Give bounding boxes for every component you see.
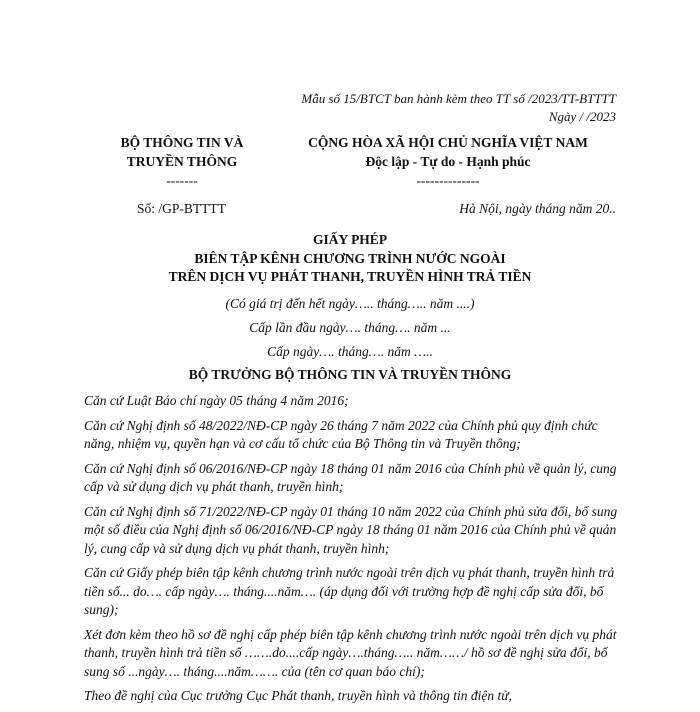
legal-basis-paragraph: Xét đơn kèm theo hồ sơ đề nghị cấp phép biên tập kênh chương trình nước ngoài trên dịch vụ phát thanh, truyền hình trả tiền số …….do....cấp ngày….tháng….. năm……/ hồ sơ đề nghị sửa đổi, bổ sung số ...ngày…. tháng....năm……. của (tên cơ quan báo chí); [84,626,617,679]
document-title [0,231,700,287]
legal-basis-paragraph: Căn cứ Nghị định số 71/2022/NĐ-CP ngày 01 tháng 10 năm 2022 của Chính phủ sửa đổi, bổ sung một số điều của Nghị định số 06/2016/NĐ-CP ngày 18 tháng 01 năm 2016 của Chính phủ về quản lý, cung cấp và sử dụng dịch vụ phát thanh, truyền hình; [84,503,618,556]
nation-rule: -------------- [416,173,480,188]
title-line-3: TRÊN DỊCH VỤ PHÁT THANH, TRUYỀN HÌNH TRẢ TIỀN [168,269,532,284]
legal-basis-paragraph: Căn cứ Giấy phép biên tập kênh chương trình nước ngoài trên dịch vụ phát thanh, truyền hình trả tiền số... do…. cấp ngày…. tháng....năm…. (áp dụng đối với trường hợp đề nghị cấp sửa đổi, bổ sung); [84,565,615,617]
legal-basis-paragraph: Căn cứ Luật Báo chí ngày 05 tháng 4 năm 2016; [84,393,349,408]
legal-basis-body [84,392,618,712]
title-line-1: GIẤY PHÉP [312,232,388,247]
issuing-agency [96,133,268,190]
legal-basis-paragraph: Căn cứ Nghị định số 06/2016/NĐ-CP ngày 18 tháng 01 năm 2016 của Chính phủ về quản lý, cung cấp và sử dụng dịch vụ phát thanh, truyền hình; [84,460,617,494]
first-issue-line: Cấp lần đầu ngày…. tháng…. năm ... [249,320,451,335]
validity-line: (Có giá trị đến hết ngày….. tháng….. năm ....) [225,296,475,311]
form-reference-note [301,90,616,126]
nation-name: CỘNG HÒA XÃ HỘI CHỦ NGHĨA VIỆT NAM [308,135,588,150]
agency-rule: ------- [166,173,198,188]
minister-heading: BỘ TRƯỞNG BỘ THÔNG TIN VÀ TRUYỀN THÔNG [188,367,512,382]
national-header [278,133,618,190]
legal-basis-paragraph: Căn cứ Nghị định số 48/2022/NĐ-CP ngày 26 tháng 7 năm 2022 của Chính phủ quy định chức năng, nhiệm vụ, quyền hạn và cơ cấu tổ chức của Bộ Thông tin và Truyền thông; [84,417,598,451]
form-reference-line: Mẫu số 15/BTCT ban hành kèm theo TT số /2023/TT-BTTTT [301,91,616,106]
nation-motto: Độc lập - Tự do - Hạnh phúc [365,154,531,169]
permit-validity-info [0,292,700,364]
document-number: Số: /GP-BTTTT [137,201,226,216]
agency-line-1: BỘ THÔNG TIN VÀ [120,135,244,150]
agency-line-2: TRUYỀN THÔNG [126,154,238,169]
form-reference-date: Ngày / /2023 [548,109,616,124]
issue-line: Cấp ngày…. tháng…. năm ….. [267,344,433,359]
place-and-date: Hà Nội, ngày tháng năm 20.. [459,201,616,216]
legal-basis-paragraph: Theo đề nghị của Cục trưởng Cục Phát thanh, truyền hình và thông tin điện tử, [84,688,513,703]
title-line-2: BIÊN TẬP KÊNH CHƯƠNG TRÌNH NƯỚC NGOÀI [194,250,506,266]
